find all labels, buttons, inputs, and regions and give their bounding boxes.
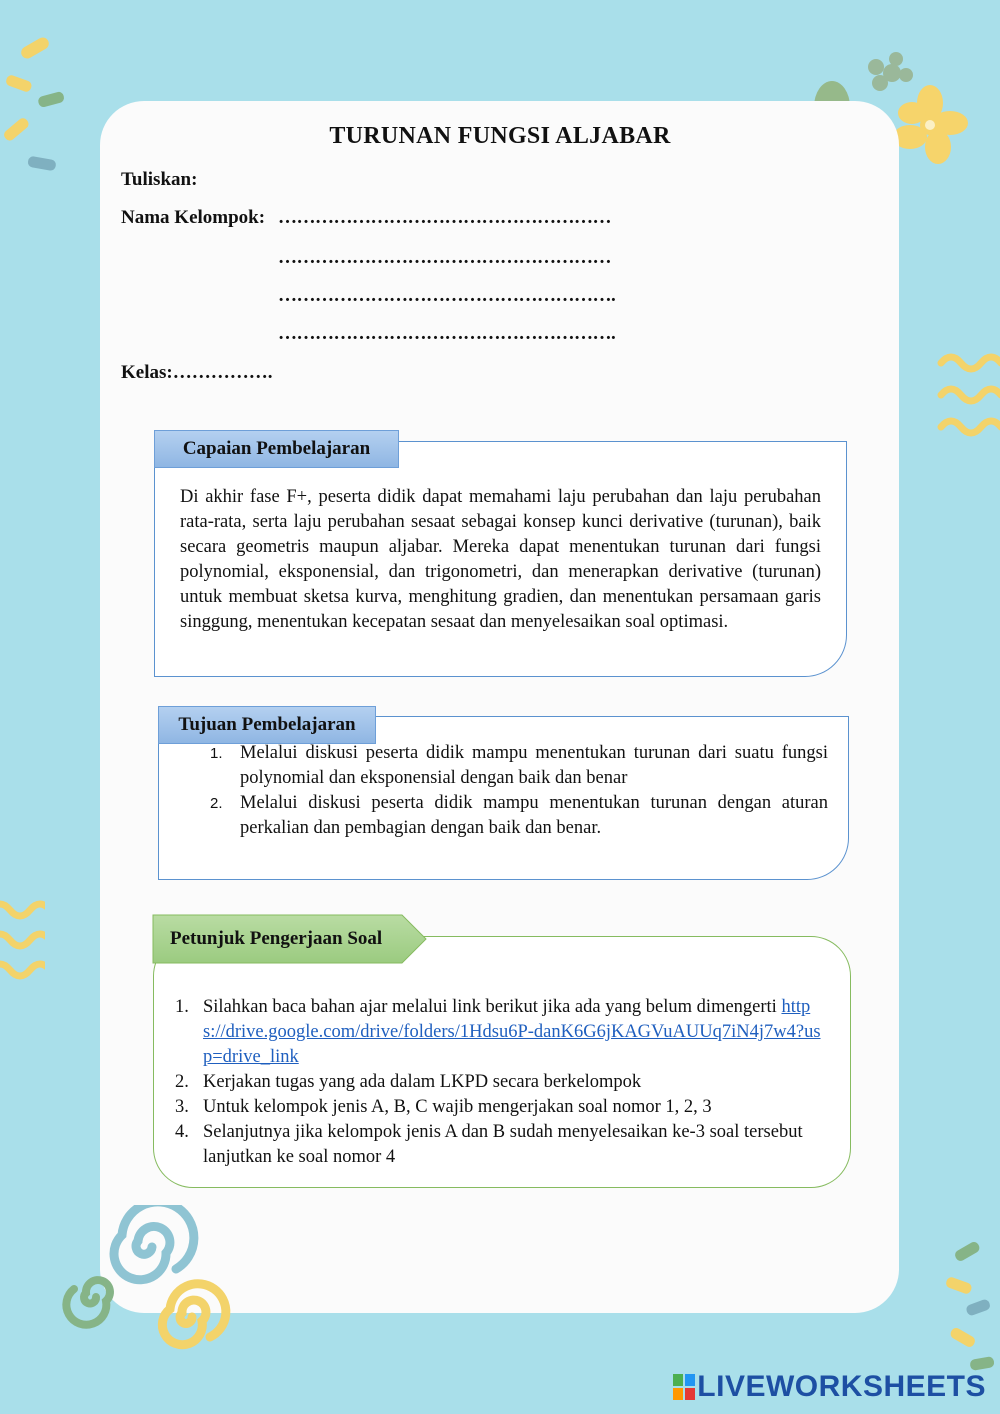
- petunjuk-item: [175, 1070, 823, 1095]
- squiggle-right-decoration: [935, 345, 1000, 445]
- liveworksheets-badge-icon: [673, 1374, 695, 1400]
- petunjuk-item-text: Kerjakan tugas yang ada dalam LKPD secara berkelompok: [203, 1072, 642, 1092]
- nama-line-4[interactable]: ……………………………………………….: [278, 323, 616, 344]
- nama-line-3[interactable]: ……………………………………………….: [278, 285, 616, 306]
- squiggle-left-decoration: [0, 895, 45, 980]
- tujuan-item-text: Melalui diskusi peserta didik mampu menentukan turunan dengan aturan perkalian dan pembagian dengan baik dan benar.: [240, 793, 828, 838]
- liveworksheets-name: LIVEWORKSHEETS: [697, 1370, 986, 1403]
- tuliskan-label: Tuliskan:: [121, 169, 198, 190]
- petunjuk-item: [175, 1120, 823, 1170]
- petunjuk-item: [175, 995, 823, 1070]
- petunjuk-list: [175, 995, 823, 1170]
- petunjuk-item-number: 3.: [175, 1097, 189, 1117]
- spirals-bottom-left-decoration: [60, 1205, 240, 1365]
- petunjuk-item-text: Selanjutnya jika kelompok jenis A dan B sudah menyelesaikan ke-3 soal tersebut lanjutkan ke soal nomor 4: [203, 1122, 803, 1167]
- tujuan-item-number: 1.: [210, 745, 223, 762]
- liveworksheets-logo[interactable]: [673, 1370, 986, 1404]
- capaian-text: Di akhir fase F+, peserta didik dapat memahami laju perubahan dan laju perubahan rata-rata, serta laju perubahan sesaat sebagai konsep kunci derivative (turunan), baik secara geometris maupun aljabar. Mereka dapat menentukan turunan dari fungsi polynomial, eksponensial, dan trigonometri, dan menerapkan derivative (turunan) untuk membuat sketsa kurva, menghitung gradien, dan menentukan persamaan garis singgung, menentukan kecepatan sesaat dan menyelesaikan soal optimasi.: [180, 487, 821, 632]
- petunjuk-item-number: 2.: [175, 1072, 189, 1092]
- tujuan-list: [210, 741, 828, 841]
- petunjuk-item-number: 1.: [175, 997, 189, 1017]
- tujuan-item-text: Melalui diskusi peserta didik mampu menentukan turunan dari suatu fungsi polynomial dan eksponensial dengan baik dan benar: [240, 743, 828, 788]
- petunjuk-item-text: Silahkan baca bahan ajar melalui link berikut jika ada yang belum dimengerti: [203, 997, 777, 1017]
- tujuan-item: [210, 791, 828, 841]
- bahan-ajar-link[interactable]: https://drive.google.com/drive/folders/1Hdsu6P-danK6G6jKAGVuAUUq7iN4j7w4?usp=drive_link: [203, 997, 821, 1067]
- tujuan-item-number: 2.: [210, 795, 223, 812]
- petunjuk-item: [175, 1095, 823, 1120]
- nama-kelompok-label: Nama Kelompok:: [121, 207, 266, 228]
- confetti-bottom-right-decoration: [940, 1240, 1000, 1380]
- nama-line-1[interactable]: ………………………………………………: [278, 207, 611, 228]
- tujuan-item: [210, 741, 828, 791]
- page-title: TURUNAN FUNGSI ALJABAR: [329, 123, 671, 149]
- petunjuk-heading: Petunjuk Pengerjaan Soal: [170, 928, 383, 949]
- petunjuk-item-number: 4.: [175, 1122, 189, 1142]
- capaian-heading: Capaian Pembelajaran: [154, 430, 399, 468]
- confetti-top-left-decoration: [0, 30, 80, 190]
- petunjuk-item-text: Untuk kelompok jenis A, B, C wajib mengerjakan soal nomor 1, 2, 3: [203, 1097, 712, 1117]
- nama-line-2[interactable]: ………………………………………………: [278, 247, 611, 268]
- tujuan-heading: Tujuan Pembelajaran: [158, 706, 376, 744]
- kelas-field[interactable]: Kelas:…………….: [121, 362, 273, 383]
